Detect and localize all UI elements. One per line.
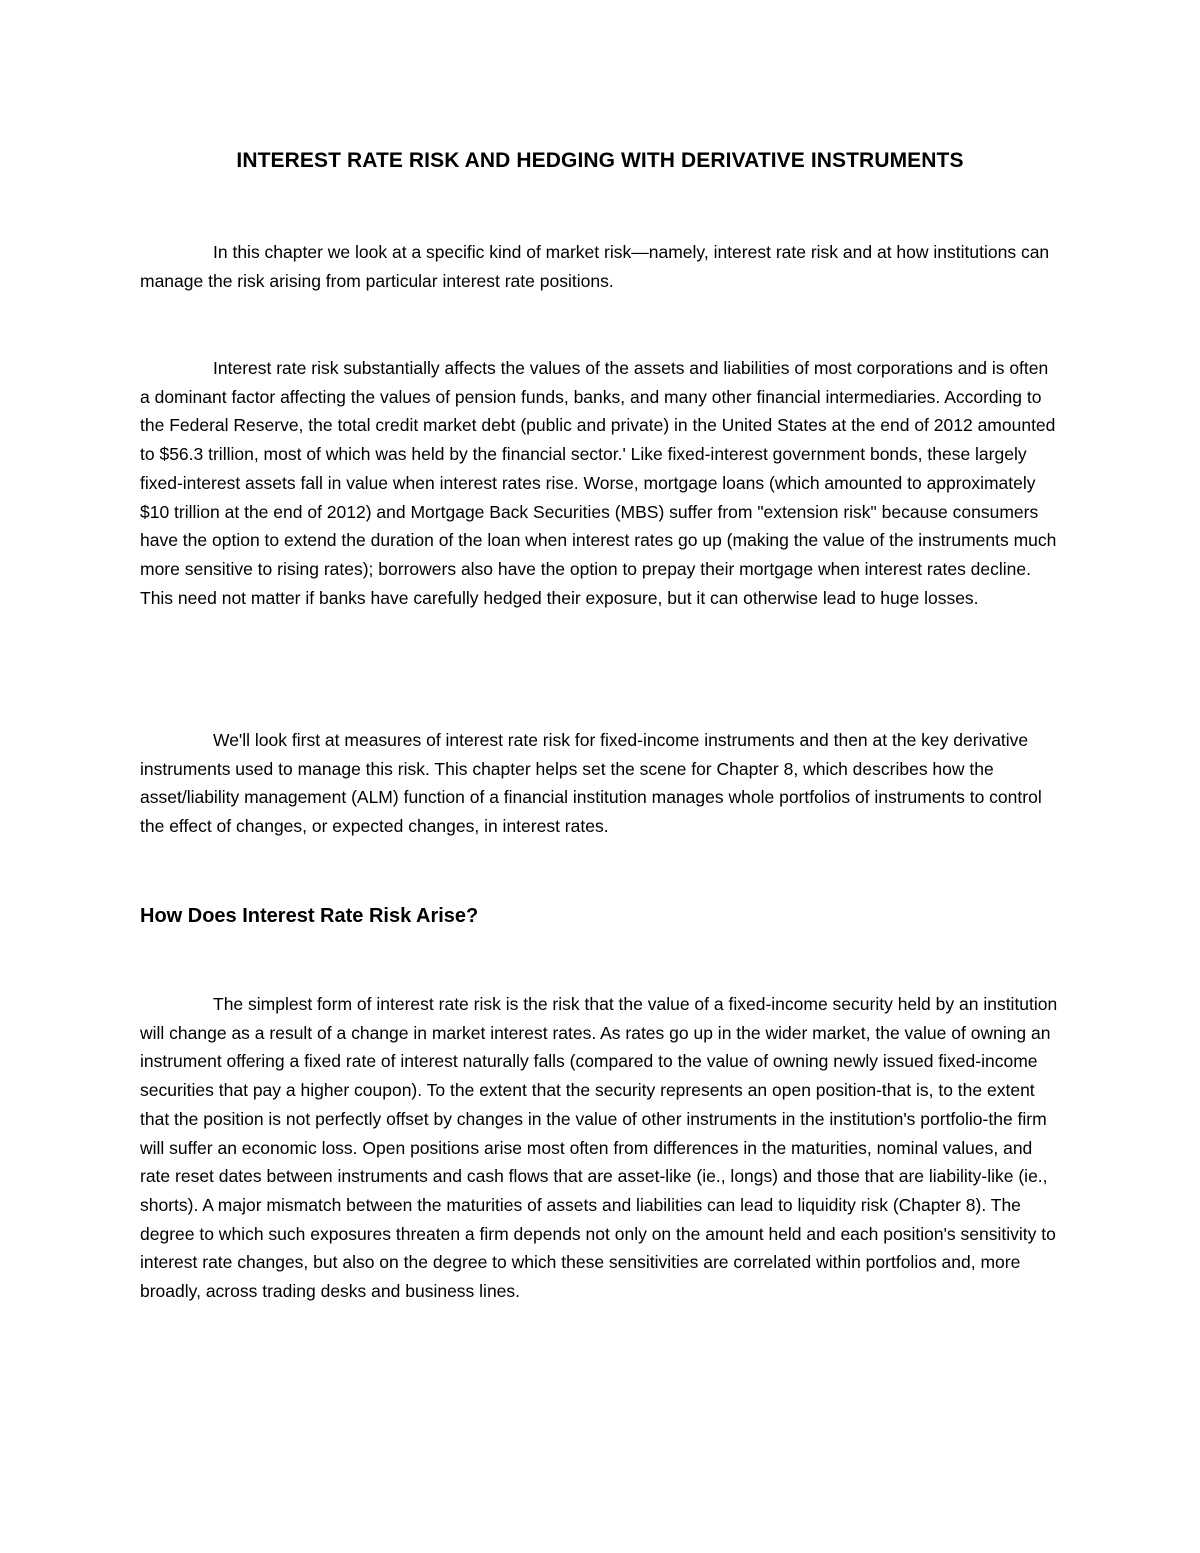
body-paragraph: Interest rate risk substantially affects the values of the assets and liabilities of most corporations and is often a dominant factor affecting the values of pension funds, banks, and many other financial intermediaries. According to the Federal Reserve, the total credit market debt (public and private) in the United States at the end of 2012 amounted to $56.3 trillion, most of which was held by the financial sector.' Like fixed-interest government bonds, these largely fixed-interest assets fall in value when interest rates rise. Worse, mortgage loans (which amounted to approximately $10 trillion at the end of 2012) and Mortgage Back Securities (MBS) suffer from "extension risk" because consumers have the option to extend the duration of the loan when interest rates go up (making the value of the instruments much more sensitive to rising rates); borrowers also have the option to prepay their mortgage when interest rates decline. This need not matter if banks have carefully hedged their exposure, but it can otherwise lead to huge losses.: [140, 358, 1057, 608]
body-paragraph: We'll look first at measures of interest rate risk for fixed-income instruments and then at the key derivative instruments used to manage this risk. This chapter helps set the scene for Chapter 8, which describes how the asset/liability management (ALM) function of a financial institution manages whole portfolios of instruments to control the effect of changes, or expected changes, in interest rates.: [140, 730, 1042, 837]
document-title: INTEREST RATE RISK AND HEDGING WITH DERIVATIVE INSTRUMENTS: [236, 149, 964, 172]
section-paragraph: The simplest form of interest rate risk is the risk that the value of a fixed-income security held by an institution will change as a result of a change in market interest rates. As rates go up in the wider market, the value of owning an instrument offering a fixed rate of interest naturally falls (compared to the value of owning newly issued fixed-income securities that pay a higher coupon). To the extent that the security represents an open position-that is, to the extent that the position is not perfectly offset by changes in the value of other instruments in the institution's portfolio-the firm will suffer an economic loss. Open positions arise most often from differences in the maturities, nominal values, and rate reset dates between instruments and cash flows that are asset-like (ie., longs) and those that are liability-like (ie., shorts). A major mismatch between the maturities of assets and liabilities can lead to liquidity risk (Chapter 8). The degree to which such exposures threaten a firm depends not only on the amount held and each position's sensitivity to interest rate changes, but also on the degree to which these sensitivities are correlated within portfolios and, more broadly, across trading desks and business lines.: [140, 994, 1058, 1302]
section-heading: How Does Interest Rate Risk Arise?: [140, 905, 479, 927]
intro-paragraph: In this chapter we look at a specific kind of market risk—namely, interest rate risk and at how institutions can manage the risk arising from particular interest rate positions.: [140, 242, 1050, 291]
